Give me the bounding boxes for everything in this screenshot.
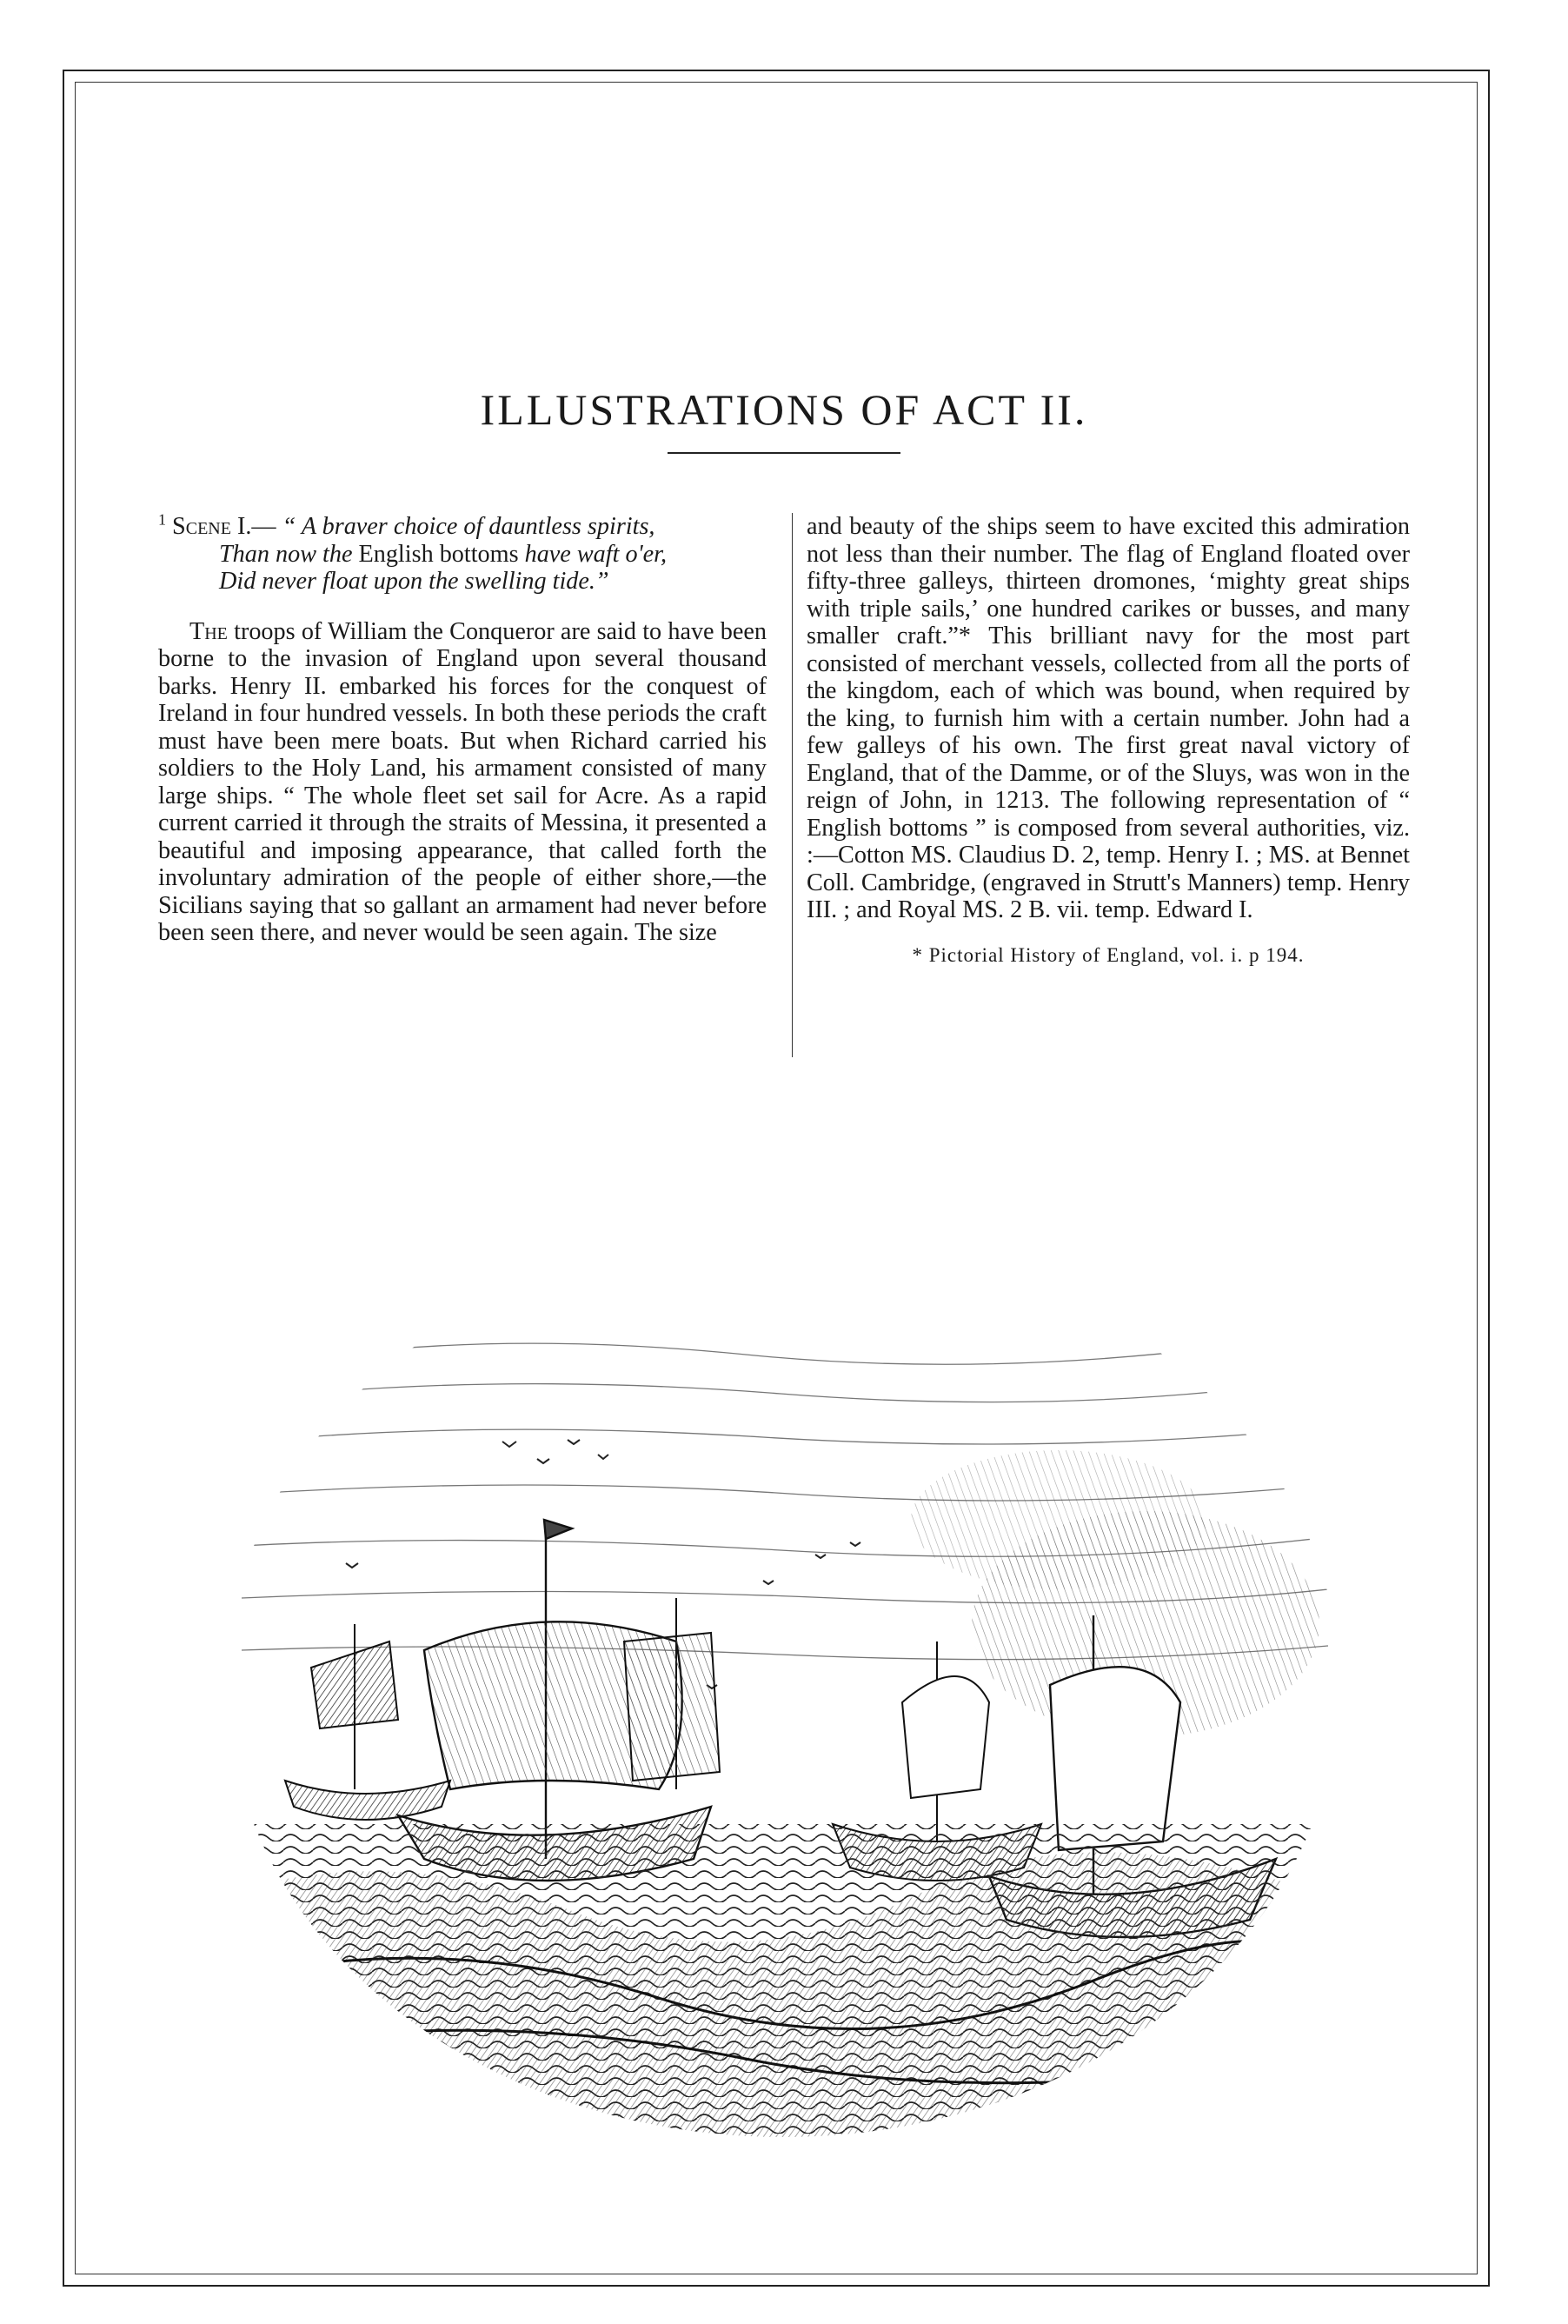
scene-dash: — [251, 513, 276, 540]
left-paragraph [158, 618, 767, 947]
column-divider [792, 513, 793, 1057]
ships-engraving [224, 1233, 1342, 2137]
scene-heading [158, 510, 767, 541]
verse-line-2-b: English bottoms [352, 540, 525, 568]
right-body: and beauty of the ships seem to have excited this admiration not less than their number. The flag of England floated over fifty-three galleys, thirteen dromones, ‘mighty great ships with triple sails,’ one hundred carikes or busses, and many smaller craft.”* This brilliant navy for the most part consisted of merchant vessels, collected from all the ports of the kingdom, each of which was bound, when required by the king, to furnish him with a certain number. John had a few galleys of his own. The first great naval victory of England, that of the Damme, or of the Sluys, was won in the reign of John, in 1213. The following representation of “ English bottoms ” is composed from several authorities, viz. :—Cotton MS. Claudius D. 2, temp. Henry I. ; MS. at Bennet Coll. Cambridge, (engraved in Strutt's Manners) temp. Henry III. ; and Royal MS. 2 B. vii. temp. Edward I. [807, 513, 1410, 923]
left-body: troops of William the Conqueror are said to have been borne to the invasion of England upon several thousand barks. Henry II. embarked his forces for the conquest of Ireland in four hundred vessels. In both these periods the craft must have been mere boats. But when Richard carried his soldiers to the Holy Land, his armament consisted of many large ships. “ The whole fleet set sail for Acre. As a rapid current carried it through the straits of Messina, it presented a beautiful and imposing appearance, that called forth the involuntary admiration of the people of either shore,—the Sicilians saying that so gallant an armament had never before been seen there, and never would be seen again. The size [158, 617, 767, 946]
footnote: * Pictorial History of England, vol. i. p 194. [912, 943, 1305, 966]
verse-line-2 [219, 541, 767, 569]
left-column [158, 510, 767, 947]
verse-line-3-text: Did never float upon the swelling tide.” [219, 568, 609, 595]
verse-line-2-a: Than now the [219, 540, 353, 568]
verse-line-3 [219, 568, 767, 596]
footnote-marker: 1 [158, 510, 166, 529]
verse-line-2-c: have waft o'er, [524, 540, 667, 568]
right-column [807, 513, 1410, 969]
verse-line-1: “ A braver choice of dauntless spirits, [282, 513, 655, 540]
page-title: ILLUSTRATIONS OF ACT II. [480, 384, 1088, 434]
drop-word: The [189, 617, 228, 645]
scene-label: Scene I. [172, 513, 252, 540]
title-rule [668, 452, 900, 454]
